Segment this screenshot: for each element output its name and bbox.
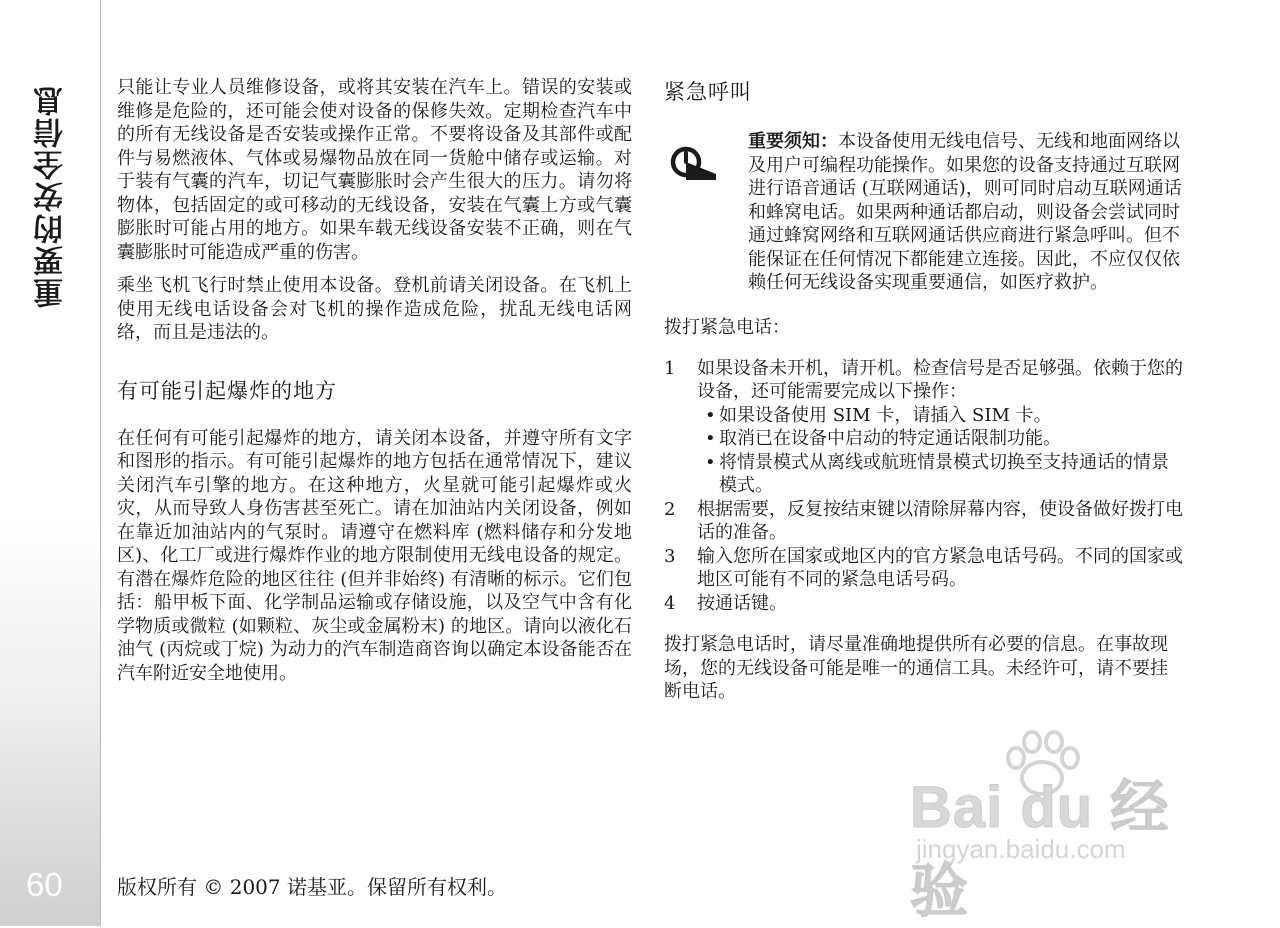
sidebar — [0, 0, 101, 926]
step-text: 根据需要，反复按结束键以清除屏幕内容，使设备做好拨打电话的准备。 — [697, 498, 1183, 543]
paragraph-installation: 只能让专业人员维修设备，或将其安装在汽车上。错误的安装或维修是危险的，还可能会使对设备的保修失效。定期检查汽车中的所有无线设备是否安装或操作正常。不要将设备及其部件或配件与易燃液体、气体或易爆物品放在同一货舱中储存或运输。对于装有气囊的汽车，切记气囊膨胀时会产生很大的压力。请勿将物体，包括固定的或可移动的无线设备，安装在气囊上方或气囊膨胀时可能占用的地方。如果车载无线设备安装不正确，则在气囊膨胀时可能造成严重的伤害。 — [117, 77, 632, 263]
important-notice-icon — [670, 142, 722, 182]
right-column — [664, 76, 1184, 704]
section-title: 重要的安全信息 — [34, 84, 69, 308]
bullet-item: • 将情景模式从离线或航班情景模式切换至支持通话的情景模式。 — [705, 451, 1169, 496]
step-item — [664, 592, 1184, 616]
bullet-item: • 如果设备使用 SIM 卡，请插入 SIM 卡。 — [705, 404, 1052, 426]
step-number: 3 — [664, 545, 676, 567]
step-text: 按通话键。 — [697, 592, 787, 614]
copyright-footer: 版权所有 © 2007 诺基亚。保留所有权利。 — [117, 875, 507, 899]
step-item — [664, 357, 1184, 498]
step-text: 如果设备未开机，请开机。检查信号是否足够强。依赖于您的设备，还可能需要完成以下操作： — [697, 357, 1183, 402]
bullet-list — [697, 404, 1184, 498]
paragraph-aircraft: 乘坐飞机飞行时禁止使用本设备。登机前请关闭设备。在飞机上使用无线电话设备会对飞机的操作造成危险，扰乱无线电话网络，而且是违法的。 — [117, 275, 632, 343]
step-item — [664, 545, 1184, 592]
page-number: 60 — [26, 866, 63, 903]
subheading-make-call: 拨打紧急电话： — [664, 316, 790, 338]
step-number: 2 — [664, 498, 676, 520]
notice-label: 重要须知： — [748, 131, 838, 152]
paragraph-explosive-areas: 在任何有可能引起爆炸的地方，请关闭本设备，并遵守所有文字和图形的指示。有可能引起爆炸的地方包括在通常情况下，建议关闭汽车引擎的地方。在这种地方，火星就可能引起爆炸或火灾，从而导致人身伤害甚至死亡。请在加油站内关闭设备，例如在靠近加油站内的气泵时。请遵守在燃料库 (燃料储存和分发地区)、化工厂或进行爆炸作业的地方限制使用无线电设备的规定。有潜在爆炸危险的地区往往 (但并非始终) 有清晰的标示。它们包括：船甲板下面、化学制品运输或存储设施，以及空气中含有化学物质或微粒 (如颗粒、灰尘或金属粉末) 的地区。请向以液化石油气 (丙烷或丁烷) 为动力的汽车制造商咨询以确定本设备能否在汽车附近安全地使用。 — [117, 427, 632, 684]
heading-emergency-calls: 紧急呼叫 — [664, 80, 752, 104]
left-column — [117, 76, 632, 685]
watermark-url: jingyan.baidu.com — [916, 834, 1126, 864]
bullet-item: • 取消已在设备中启动的特定通话限制功能。 — [705, 428, 1061, 449]
step-number: 4 — [664, 592, 676, 614]
step-item — [664, 498, 1184, 545]
step-number: 1 — [664, 357, 676, 379]
paragraph-closing: 拨打紧急电话时，请尽量准确地提供所有必要的信息。在事故现场，您的无线设备可能是唯一的通信工具。未经许可，请不要挂断电话。 — [664, 634, 1168, 702]
baidu-watermark — [910, 730, 1210, 924]
notice-text: 本设备使用无线电信号、无线和地面网络以及用户可编程功能操作。如果您的设备支持通过互联网进行语音通话 (互联网通话)，则可同时启动互联网通话和蜂窝电话。如果两种通话都启动，则设备会尝试同时通过蜂窝网络和互联网通话供应商进行紧急呼叫。但不能保证在任何情况下都能建立连接。因此，不应仅仅依赖任何无线设备实现重要通信，如医疗救护。 — [748, 131, 1182, 293]
heading-explosive-areas: 有可能引起爆炸的地方 — [117, 378, 337, 403]
important-notice — [664, 130, 1184, 295]
steps-list — [664, 357, 1184, 616]
watermark-logo: Bai du 经验 — [910, 775, 1170, 924]
step-text: 输入您所在国家或地区内的官方紧急电话号码。不同的国家或地区可能有不同的紧急电话号码。 — [697, 545, 1183, 590]
